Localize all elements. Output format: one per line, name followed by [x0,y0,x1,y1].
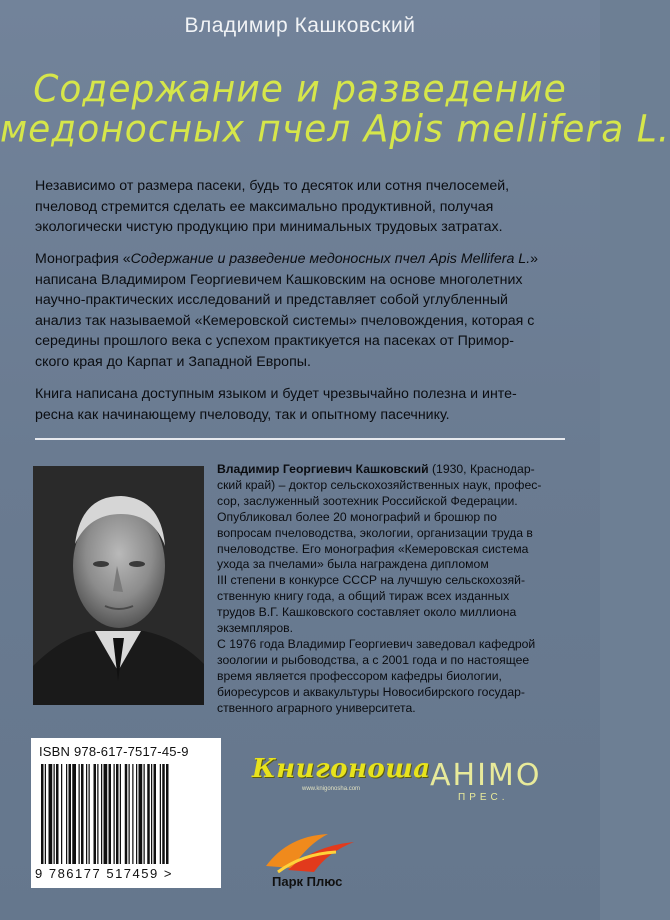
barcode-bar [154,764,157,864]
barcode-bar [89,764,90,864]
barcode-bar [45,764,46,864]
barcode-bar [114,764,115,864]
barcode-bar [72,764,76,864]
barcode-bar [81,764,84,864]
monograph-title: Содержание и разведение медоносных пчел Apis Mellifera L. [130,251,531,267]
text-line [217,462,577,478]
barcode-bar [109,764,112,864]
barcode-bar [162,764,165,864]
barcode-bar [144,764,145,864]
barcode-bar [139,764,143,864]
text-line: написана Владимиром Георгиевичем Кашковским на основе многолетних [35,271,523,288]
barcode-bar [129,764,130,864]
text-line: ский край) – доктор сельскохозяйственных наук, профес- [217,477,542,492]
text-line: экологически чистую продукцию при минимальных трудовых затратах. [35,219,503,235]
text-line: зоологии и рыбоводства, а с 2001 года и по настоящее [217,652,530,667]
barcode-bar [116,764,119,864]
text-line: трудов В.Г. Кашковского составляет около миллиона [217,605,517,620]
barcode-number: 9 786177 517459 > [35,866,173,881]
barcode-bar [94,764,97,864]
text-line: С 1976 года Владимир Георгиевич заведовал кафедрой [217,636,536,651]
paragraph-monograph [35,249,570,372]
animo-logo [430,758,542,803]
bio-name: Владимир Георгиевич Кашковский [217,462,429,476]
text-line: Книга написана доступным языком и будет чрезвычайно полезна и инте- [35,386,517,402]
knigonosha-site: www.knigonosha.com [302,786,361,792]
text-line: ухода за пчелами» была награждена дипломом [217,557,489,572]
text-fragment: Монография « [35,251,131,267]
barcode-bars [39,764,213,864]
barcode-bar [125,764,128,864]
barcode-bar [69,764,72,864]
barcode-bar [136,764,137,864]
knigonosha-logo [246,752,431,796]
barcode-bar [104,764,108,864]
text-line: середины прошлого века с успехом практикуется на пасеках от Примор- [35,333,514,349]
section-divider [35,438,565,440]
text-line [35,249,570,270]
text-line: ственную книгу года, а общий тираж всех изданных [217,589,510,604]
park-plus-wordmark: Парк Плюс [272,874,343,889]
paragraph-audience [35,384,570,425]
text-line: пчеловод стремится сделать ее максимально продуктивной, получая [35,198,494,215]
text-fragment: » [530,251,539,267]
text-line: вопросам пчеловодства, экологии, организации труда в [217,525,533,540]
barcode-bar [97,764,98,864]
text-line: анализ так называемой «Кемеровской системы» пчеловождения, которая с [35,312,535,329]
barcode-bar [49,764,53,864]
text-line: научно-практических исследований и представляет собой углубленный [35,292,508,308]
park-plus-swoosh-icon [258,826,368,874]
barcode-bar [66,764,67,864]
barcode-bar [79,764,80,864]
text-line: Независимо от размера пасеки, будь то десяток или сотня пчелосемей, [35,178,510,194]
text-line: ресна как начинающему пчеловоду, так и опытному пасечнику. [35,406,450,423]
text-line: экземпляров. [217,621,294,636]
title-line-2: медоносных пчел Apis mellifera L. [0,107,670,151]
park-plus-logo [258,826,368,896]
paragraph-intro [35,176,570,238]
barcode-bar [86,764,87,864]
text-line: Опубликовал более 20 монографий и брошюр по [217,509,497,524]
barcode-bar [56,764,59,864]
isbn-text: ISBN 978-617-7517-45-9 [39,744,189,759]
text-line: время является профессором кафедры биологии, [217,668,502,683]
barcode-bar [101,764,102,864]
animo-subtitle: ПРЕС. [458,792,509,803]
text-line: сор, заслуженный зоотехник Российской Федерации. [217,493,518,508]
portrait-illustration [33,466,204,705]
text-fragment: (1930, Краснодар- [428,462,535,476]
barcode-bar [160,764,161,864]
barcode-panel [31,738,221,888]
book-title [0,68,670,151]
barcode-bar [132,764,133,864]
barcode-bar [61,764,62,864]
barcode-bar [151,764,152,864]
barcode-bar [147,764,150,864]
text-line: ского края до Карпат и Западной Европы. [35,353,311,370]
text-line: ственного аграрного университета. [217,700,416,715]
author-photo [33,466,204,705]
title-line-1: Содержание и разведение [33,68,567,112]
author-name: Владимир Кашковский [184,14,416,37]
animo-wordmark: АНІМО [430,758,542,793]
text-line: биоресурсов и аквакультуры Новосибирского государ- [217,684,525,699]
text-line: III степени в конкурсе СССР на лучшую сельскохозяй- [217,573,526,588]
barcode-bar [41,764,44,864]
barcode-bar [120,764,121,864]
barcode-bar [166,764,169,864]
barcode-bar [54,764,55,864]
knigonosha-wordmark: Книгоноша [252,754,431,784]
text-line: пчеловодстве. Его монография «Кемеровская система [217,541,529,556]
author-bio [217,462,577,717]
